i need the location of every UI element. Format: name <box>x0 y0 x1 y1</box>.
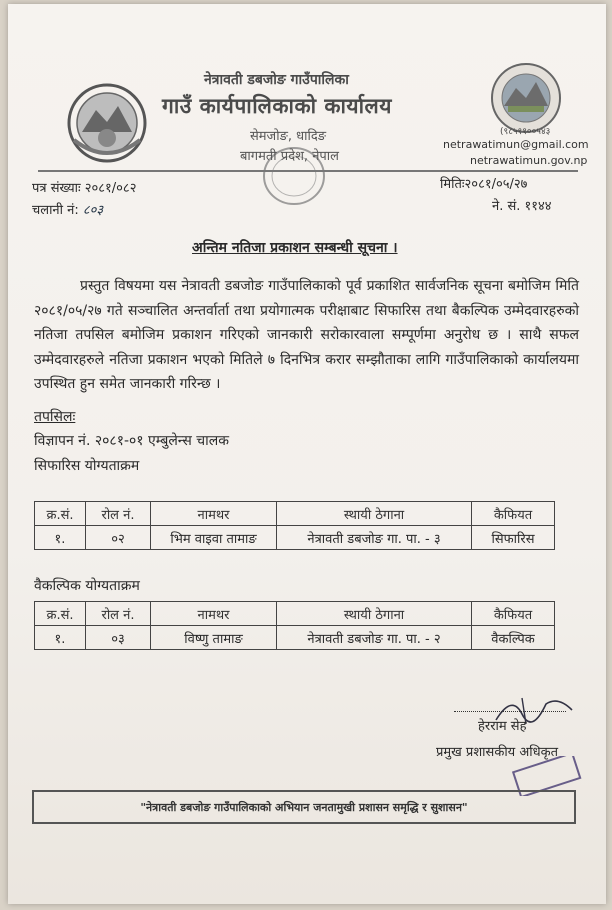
website: netrawatimun.gov.np <box>470 154 588 167</box>
column-header: क्र.सं. <box>35 602 86 626</box>
notice-body: प्रस्तुत विषयमा यस नेत्रावती डबजोङ गाउँपालिकाको पूर्व प्रकाशित सार्वजनिक सूचना बमोजिम मिति २०८१/०५/२७ गते सञ्चालित अन्तर्वार्ता तथा प्रयोगात्मक परीक्षाबाट सिफारिस तथा बैकल्पिक उम्मेदवारहरुको नतिजा तपसिल बमोजिम प्रकाशन गरिएको जानकारी सरोकारवाला सम्पूर्णमा अनुरोध छ । साथै सफल उम्मेदवारहरुले नतिजा प्रकाशन भएको मितिले ७ दिनभित्र करार सम्झौताका लागि गाउँपालिकाको कार्यालयमा उपस्थित हुन समेत जानकारी गरिन्छ । <box>34 278 579 392</box>
table-cell: नेत्रावती डबजोङ गा. पा. - २ <box>277 626 472 650</box>
table-header-row <box>35 502 555 526</box>
table-cell: विष्णु तामाङ <box>151 626 277 650</box>
column-header: स्थायी ठेगाना <box>277 602 472 626</box>
notice-subject: अन्तिम नतिजा प्रकाशन सम्बन्धी सूचना । <box>192 240 398 256</box>
table-cell: वैकल्पिक <box>472 626 555 650</box>
table-row <box>35 526 555 550</box>
column-header: कैफियत <box>472 502 555 526</box>
signatory-title: प्रमुख प्रशासकीय अधिकृत <box>436 745 559 760</box>
column-header: क्र.सं. <box>35 502 86 526</box>
table-cell: सिफारिस <box>472 526 555 550</box>
column-header: स्थायी ठेगाना <box>277 502 472 526</box>
column-header: कैफियत <box>472 602 555 626</box>
alternate-table <box>34 601 555 650</box>
table-cell: ०३ <box>86 626 151 650</box>
nepal-sambat: ने. सं. ११४४ <box>492 199 552 214</box>
issue-date: मितिः२०८१/०५/२७ <box>440 177 528 192</box>
signatory-name: हेरराम सेह <box>478 719 527 734</box>
table-cell: ०२ <box>86 526 151 550</box>
advertisement-number: विज्ञापन नं. २०८१-०१ एम्बुलेन्स चालक <box>34 433 229 449</box>
table-cell: नेत्रावती डबजोङ गा. पा. - ३ <box>277 526 472 550</box>
phone-number: (९८५११००५४३ <box>500 127 551 137</box>
dispatch-value: ८०३ <box>82 203 104 218</box>
column-header: रोल नं. <box>86 502 151 526</box>
header-divider <box>38 170 578 172</box>
column-header: रोल नं. <box>86 602 151 626</box>
alternate-heading: वैकल्पिक योग्यताक्रम <box>34 578 140 594</box>
nepal-government-emblem-icon <box>66 82 148 164</box>
address-line-1: सेमजोङ, धादिङ <box>250 129 327 144</box>
dispatch-number <box>32 200 103 218</box>
address-line-2: बागमती प्रदेश, नेपाल <box>240 149 339 164</box>
table-cell: १. <box>35 626 86 650</box>
email-address: netrawatimun@gmail.com <box>443 138 589 151</box>
table-cell: १. <box>35 526 86 550</box>
column-header: नामथर <box>151 602 277 626</box>
footer-slogan: "नेत्रावती डबजोङ गाउँपालिकाको अभियान जनतामुखी प्रशासन समृद्धि र सुशासन" <box>32 790 576 824</box>
signature-line <box>454 711 566 712</box>
column-header: नामथर <box>151 502 277 526</box>
reference-number: पत्र संख्याः २०८१/०८२ <box>32 181 137 196</box>
schedule-label: तपसिलः <box>34 409 76 425</box>
recommended-heading: सिफारिस योग्यताक्रम <box>34 458 140 474</box>
dispatch-label: चलानी नं: <box>32 203 79 218</box>
table-row <box>35 626 555 650</box>
office-title: गाउँ कार्यपालिकाको कार्यालय <box>162 94 392 118</box>
table-cell: भिम वाइवा तामाङ <box>151 526 277 550</box>
notice-page <box>8 4 606 904</box>
recommended-table <box>34 501 555 550</box>
org-name: नेत्रावती डबजोङ गाउँपालिका <box>204 72 349 88</box>
table-header-row <box>35 602 555 626</box>
